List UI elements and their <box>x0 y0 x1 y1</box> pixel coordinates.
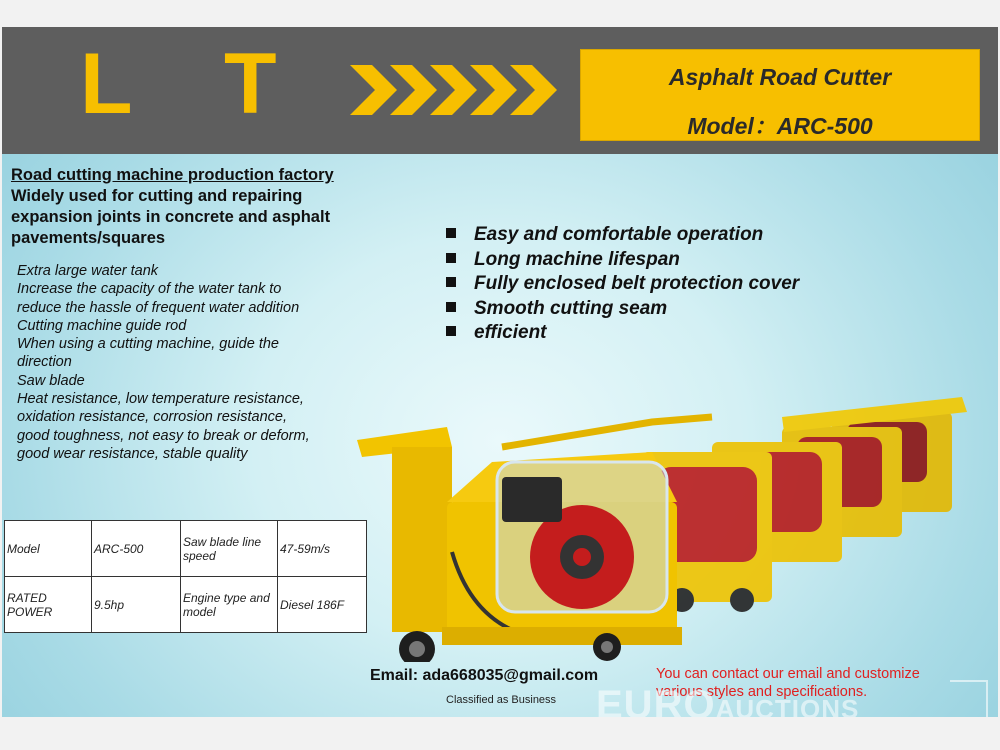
table-cell: Saw blade line speed <box>181 521 278 577</box>
contact-email: Email: ada668035@gmail.com <box>370 667 599 684</box>
table-cell: Engine type and model <box>181 577 278 633</box>
feature-label: efficient <box>474 322 547 344</box>
bullet-square-icon <box>446 326 456 336</box>
bullet-square-icon <box>446 253 456 263</box>
road-cutter-machines-image <box>352 352 992 662</box>
table-row <box>5 521 367 577</box>
intro-line: expansion joints in concrete and asphalt <box>11 208 331 226</box>
spec-line: oxidation resistance, corrosion resistance, <box>17 409 287 426</box>
bullet-square-icon <box>446 228 456 238</box>
feature-label: Easy and comfortable operation <box>474 224 764 245</box>
product-title: Asphalt Road Cutter <box>668 64 892 90</box>
spec-description <box>17 262 362 463</box>
feature-item <box>446 223 799 248</box>
table-row <box>5 577 367 633</box>
spec-line: Extra large water tank <box>17 263 159 279</box>
feature-item <box>446 297 799 322</box>
spec-line: Increase the capacity of the water tank to <box>17 281 282 298</box>
feature-item <box>446 248 799 273</box>
intro-line: Road cutting machine production factory <box>11 166 334 184</box>
table-cell: ARC-500 <box>92 521 181 577</box>
chevron-arrows-icon <box>350 65 558 115</box>
spec-line: reduce the hassle of frequent water addition <box>17 299 300 316</box>
title-box <box>580 49 980 141</box>
bullet-square-icon <box>446 302 456 312</box>
spec-line: good wear resistance, stable quality <box>17 445 248 462</box>
feature-label: Smooth cutting seam <box>474 297 668 319</box>
intro-line: Widely used for cutting and repairing <box>11 187 303 205</box>
table-cell: Diesel 186F <box>278 577 367 633</box>
table-cell: RATED POWER <box>5 577 92 633</box>
spec-line: Cutting machine guide rod <box>17 317 187 334</box>
bullet-square-icon <box>446 277 456 287</box>
spec-table <box>4 520 367 633</box>
spec-line: When using a cutting machine, guide the <box>17 336 279 353</box>
euro-auctions-watermark <box>596 683 859 717</box>
classification-label: Classified as Business <box>446 694 557 706</box>
table-cell: Model <box>5 521 92 577</box>
watermark-suffix: AUCTIONS <box>715 694 860 717</box>
advert-slide <box>2 27 998 717</box>
spec-line: direction <box>17 354 72 371</box>
contact-note: You can contact our email and customize various styles and specifications. <box>656 666 920 700</box>
table-cell: 47-59m/s <box>278 521 367 577</box>
intro-line: pavements/squares <box>11 229 166 247</box>
watermark-brand: EURO <box>596 683 716 717</box>
feature-item <box>446 321 799 346</box>
feature-label: Long machine lifespan <box>474 248 680 270</box>
feature-list <box>446 223 799 346</box>
logo-letter-t: T <box>224 36 277 132</box>
product-model: Model：ARC-500 <box>687 113 873 139</box>
feature-item <box>446 272 799 297</box>
intro-text <box>11 165 371 249</box>
watermark-frame-icon <box>950 680 988 717</box>
spec-line: Saw blade <box>17 372 85 389</box>
spec-line: Heat resistance, low temperature resistance, <box>17 391 304 408</box>
spec-line: good toughness, not easy to break or deform, <box>17 427 310 444</box>
table-cell: 9.5hp <box>92 577 181 633</box>
logo-letter-l: L <box>80 36 133 132</box>
header-banner <box>2 27 998 154</box>
feature-label: Fully enclosed belt protection cover <box>474 273 800 295</box>
